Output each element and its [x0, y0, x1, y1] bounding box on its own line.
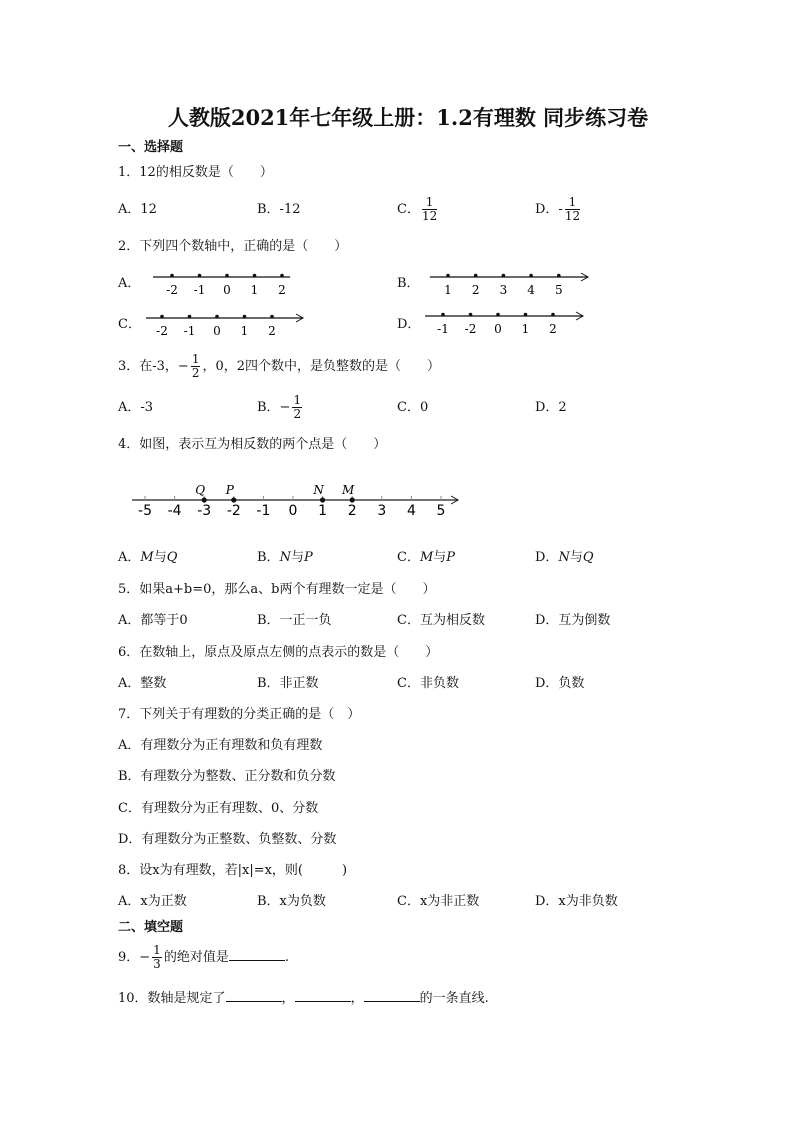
q8-option-d: D．x为非负数	[535, 894, 618, 909]
option-letter: C．	[397, 550, 420, 565]
q2-option-c-label: C．	[118, 317, 141, 332]
numerator: 1	[153, 943, 161, 957]
tick-label: -5	[138, 503, 152, 519]
q9-end: .	[284, 950, 289, 965]
q1-d-label: D．-	[535, 202, 563, 217]
axis-dot	[469, 313, 473, 317]
tick-label: 1	[318, 503, 328, 519]
tick-label: -1	[437, 322, 449, 336]
fraction	[565, 196, 580, 223]
point-name: M	[419, 550, 434, 565]
q5-option-a: A．都等于0	[118, 613, 188, 628]
section-heading-fill: 二、填空题	[118, 920, 184, 935]
q1-option-b: B．-12	[257, 202, 301, 217]
axis-dot	[170, 274, 174, 278]
question-10	[118, 989, 489, 1007]
denominator: 12	[421, 209, 438, 223]
q9-suffix: 的绝对值是	[163, 950, 229, 965]
question-8: 8．设x为有理数，若|x|=x，则( )	[118, 863, 348, 878]
question-7: 7．下列关于有理数的分类正确的是（ ）	[118, 707, 361, 722]
denominator: 2	[293, 407, 302, 421]
tick-label: 0	[223, 283, 231, 297]
conjunction: 与	[569, 550, 583, 565]
point-label: P	[225, 483, 234, 497]
tick-label: 3	[377, 503, 387, 519]
page-title: 人教版2021年七年级上册：1.2有理数 同步练习卷	[167, 105, 649, 130]
q4-option-d	[535, 550, 594, 566]
answer-blank[interactable]	[295, 989, 351, 1002]
q1-option-a: A．12	[118, 202, 157, 217]
answer-blank[interactable]	[226, 989, 282, 1002]
tick-label: 1	[240, 324, 249, 338]
tick-label: 3	[499, 283, 508, 297]
denominator: 3	[153, 957, 161, 971]
tick-label: 4	[527, 283, 535, 297]
numerator: 1	[565, 196, 580, 210]
q3-option-d: D．2	[535, 400, 567, 415]
conjunction: 与	[153, 550, 167, 565]
tick-label: 0	[288, 503, 298, 519]
q6-option-a: A．整数	[118, 676, 167, 691]
tick-label: 2	[347, 503, 357, 519]
q2-option-a-label: A．	[118, 276, 141, 291]
axis-dot	[253, 274, 257, 278]
point-name: M	[140, 550, 154, 565]
tick-label: 2	[471, 283, 480, 297]
q3-stem-start: 3．在-3，−	[118, 359, 189, 374]
tick-label: -1	[193, 283, 206, 297]
q7-option-a: A．有理数分为正有理数和负有理数	[118, 738, 323, 753]
fraction	[152, 944, 162, 971]
point-p	[231, 497, 236, 502]
answer-blank[interactable]	[364, 989, 420, 1002]
q4-option-c	[397, 550, 455, 566]
question-4: 4．如图，表示互为相反数的两个点是（ ）	[118, 437, 387, 452]
point-name: N	[558, 550, 570, 565]
tick-label: -2	[156, 324, 168, 338]
point-label: N	[313, 483, 324, 497]
axis-dot	[524, 313, 528, 317]
q7-option-b: B．有理数分为整数、正分数和负分数	[118, 769, 336, 784]
option-letter: D．	[535, 550, 559, 565]
q3-option-a: A．-3	[118, 400, 154, 415]
question-3	[118, 353, 440, 380]
option-letter: B．	[257, 550, 280, 565]
point-name: P	[446, 550, 456, 565]
tick-label: 1	[250, 283, 259, 297]
point-name: P	[303, 550, 313, 565]
point-label: Q	[195, 483, 206, 497]
axis-dot	[474, 274, 478, 278]
question-5: 5．如果a+b=0，那么a、b两个有理数一定是（ ）	[118, 582, 436, 597]
fraction	[292, 394, 302, 421]
question-9	[118, 944, 289, 971]
q2-option-b-label: B．	[397, 276, 420, 291]
axis-dot	[496, 313, 500, 317]
axis-dot	[446, 274, 450, 278]
q1-option-d	[535, 196, 582, 223]
tick-label: 2	[268, 324, 276, 338]
tick-label: -4	[167, 503, 182, 519]
q1-c-label: C．	[397, 202, 420, 217]
tick-label: 1	[444, 283, 452, 297]
q6-option-d: D．负数	[535, 676, 585, 691]
axis-dot	[280, 274, 284, 278]
point-name: N	[279, 550, 291, 565]
separator: ，	[281, 991, 295, 1006]
tick-label: 5	[436, 503, 446, 519]
point-m	[350, 497, 355, 502]
tick-label: 0	[213, 324, 221, 338]
q10-prefix: 10．数轴是规定了	[118, 991, 226, 1006]
q4-option-a	[118, 550, 177, 566]
tick-label: -2	[166, 283, 178, 297]
answer-blank[interactable]	[229, 948, 285, 961]
tick-label: -2	[226, 503, 241, 519]
q3-option-b	[257, 394, 304, 421]
axis-dot	[198, 274, 202, 278]
q5-option-b: B．一正一负	[257, 613, 332, 628]
q10-suffix: 的一条直线.	[419, 991, 489, 1006]
question-6: 6．在数轴上，原点及原点左侧的点表示的数是（ ）	[118, 645, 439, 660]
tick-label: -3	[197, 503, 212, 519]
tick-label: 2	[278, 283, 286, 297]
conjunction: 与	[433, 550, 447, 565]
point-name: Q	[166, 550, 178, 565]
q8-option-a: A．x为正数	[118, 894, 187, 909]
tick-label: 0	[494, 322, 502, 336]
axis-dot	[529, 274, 533, 278]
fraction	[422, 196, 437, 223]
point-q	[202, 497, 207, 502]
axis-dot	[270, 315, 274, 319]
tick-label: 2	[549, 322, 557, 336]
option-letter: A．	[118, 550, 141, 565]
question-1: 1．12的相反数是（ ）	[118, 165, 273, 180]
q5-option-d: D．互为倒数	[535, 613, 611, 628]
tick-label: 4	[406, 503, 416, 519]
numerator: 1	[422, 196, 437, 210]
tick-label: -1	[183, 324, 196, 338]
q8-option-c: C．x为非正数	[397, 894, 480, 909]
q3-b-label: B．−	[257, 400, 291, 415]
q5-option-c: C．互为相反数	[397, 613, 485, 628]
q7-option-c: C．有理数分为正有理数、0、分数	[118, 801, 319, 816]
fraction	[191, 353, 201, 380]
axis-dot	[502, 274, 506, 278]
q4-option-b	[257, 550, 313, 566]
axis-dot	[160, 315, 164, 319]
separator: ，	[350, 991, 364, 1006]
tick-label: -1	[256, 503, 271, 519]
q3-option-c: C．0	[397, 400, 429, 415]
tick-label: -2	[464, 322, 477, 336]
denominator: 2	[191, 366, 200, 380]
q6-option-c: C．非负数	[397, 676, 459, 691]
point-n	[320, 497, 325, 502]
point-name: Q	[582, 550, 594, 565]
axis-dot	[441, 313, 445, 317]
axis-dot	[215, 315, 219, 319]
axis-dot	[243, 315, 247, 319]
q1-option-c	[397, 196, 439, 223]
q8-option-b: B．x为负数	[257, 894, 326, 909]
q2-option-d-label: D．	[397, 317, 421, 332]
axis-dot	[188, 315, 192, 319]
numerator: 1	[293, 393, 302, 407]
axis-dot	[551, 313, 555, 317]
q9-prefix: 9．−	[118, 950, 151, 965]
question-2: 2．下列四个数轴中，正确的是（ ）	[118, 239, 348, 254]
axis-dot	[225, 274, 229, 278]
numerator: 1	[191, 352, 200, 366]
conjunction: 与	[290, 550, 304, 565]
point-label: M	[342, 483, 355, 497]
tick-label: 5	[554, 283, 563, 297]
q6-option-b: B．非正数	[257, 676, 319, 691]
section-heading-choice: 一、选择题	[118, 140, 184, 155]
denominator: 12	[564, 209, 581, 223]
q3-stem-end: ，0，2四个数中，是负整数的是（ ）	[202, 359, 441, 374]
axis-dot	[557, 274, 561, 278]
tick-label: 1	[521, 322, 530, 336]
q7-option-d: D．有理数分为正整数、负整数、分数	[118, 832, 337, 847]
